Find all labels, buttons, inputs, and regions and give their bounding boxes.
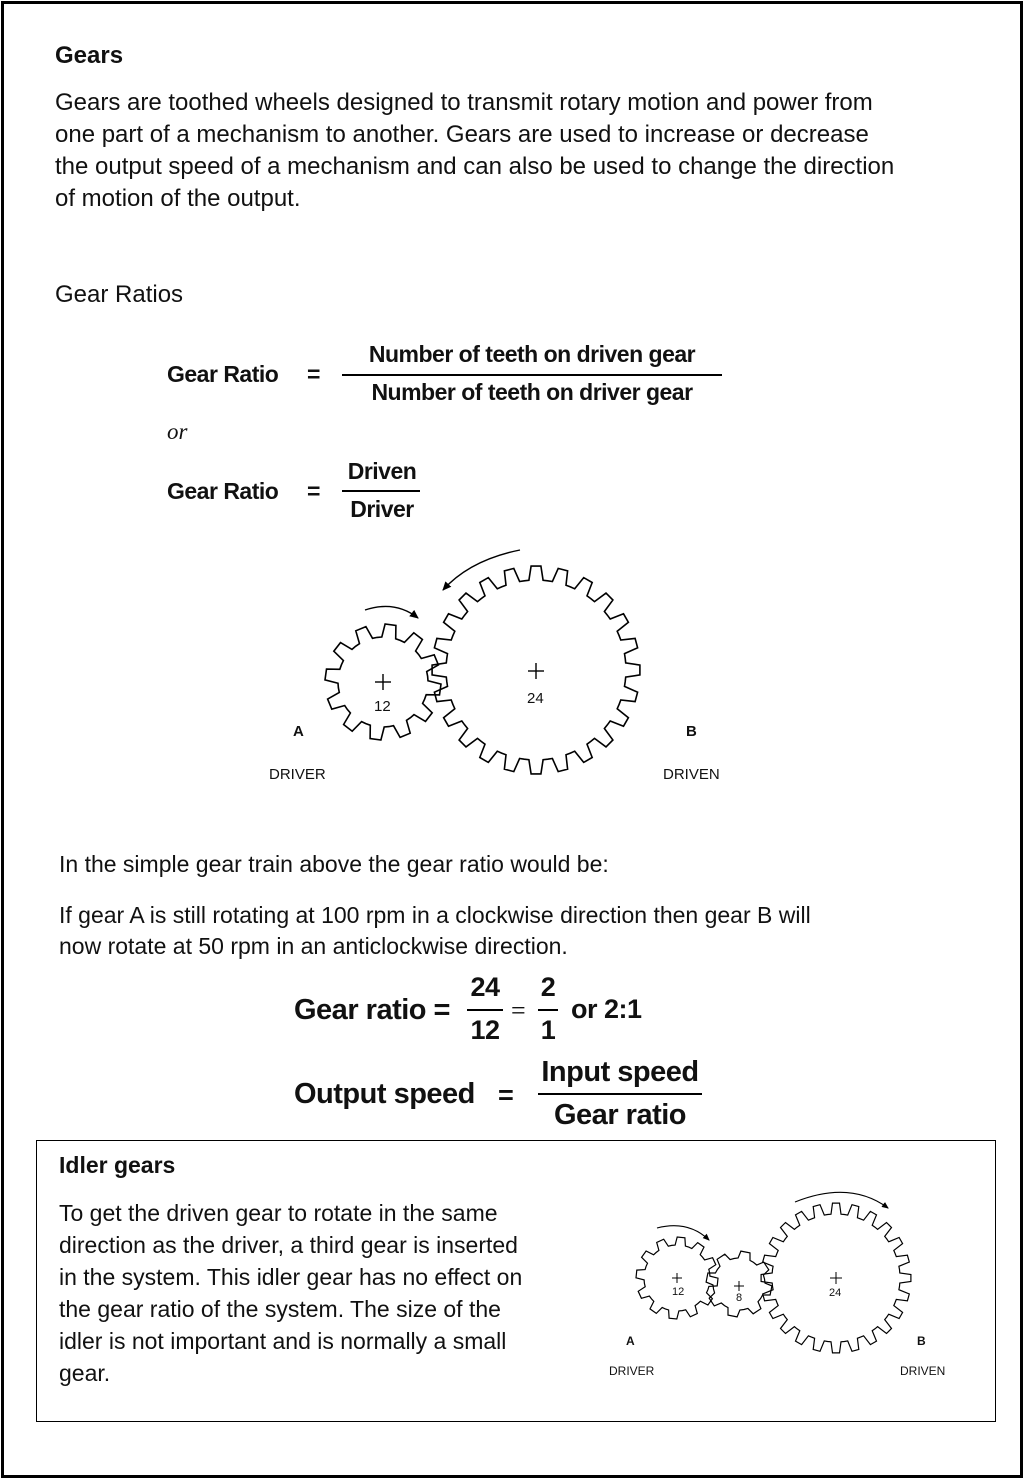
calc-num1: 24 — [470, 972, 500, 1002]
idler-driven-label: DRIVEN — [900, 1364, 946, 1378]
fraction-bar — [342, 374, 722, 376]
gear-a-letter: A — [293, 723, 304, 740]
fraction-bar — [538, 1009, 558, 1011]
idler-gear-a-teeth: 12 — [672, 1286, 685, 1298]
idler-title: Idler gears — [59, 1152, 176, 1178]
output-denominator: Gear ratio — [554, 1099, 686, 1131]
formula-equals: = — [307, 478, 320, 504]
idler-gear-b-letter: B — [917, 1334, 926, 1348]
formula-denominator: Driver — [350, 496, 414, 522]
calc-den2: 1 — [540, 1015, 556, 1045]
gear-a-teeth-label: 12 — [374, 698, 391, 715]
formula-lhs: Gear Ratio — [167, 361, 279, 387]
formula-equals: = — [307, 361, 320, 387]
idler-line: To get the driven gear to rotate in the same — [59, 1200, 498, 1226]
fraction-bar — [538, 1093, 702, 1095]
calc-equals: = — [511, 996, 526, 1025]
gear-b-letter: B — [686, 723, 697, 740]
idler-gear-train-diagram — [0, 1180, 1024, 1360]
gear-ratios-subtitle: Gear Ratios — [55, 281, 184, 308]
calc-suffix: or 2:1 — [571, 994, 642, 1024]
driven-label: DRIVEN — [663, 766, 720, 783]
fraction-bar — [467, 1009, 503, 1011]
idler-driver-label: DRIVER — [609, 1364, 655, 1378]
formula-lhs: Gear Ratio — [167, 478, 279, 504]
idler-gear-teeth: 8 — [736, 1292, 743, 1304]
intro-line: of motion of the output. — [55, 185, 301, 212]
driver-label: DRIVER — [269, 766, 326, 783]
calc-lhs: Gear ratio = — [294, 994, 450, 1026]
example-line: now rotate at 50 rpm in an anticlockwise direction. — [59, 933, 568, 959]
intro-line: Gears are toothed wheels designed to transmit rotary motion and power from — [55, 89, 873, 116]
example-paragraph — [59, 900, 811, 962]
idler-gear-b-teeth: 24 — [829, 1287, 842, 1299]
output-equals: = — [498, 1080, 514, 1110]
idler-line: the gear ratio of the system. The size of the — [59, 1296, 501, 1322]
calc-den1: 12 — [470, 1015, 500, 1045]
output-lhs: Output speed — [294, 1078, 475, 1110]
intro-paragraph — [55, 87, 995, 215]
output-numerator: Input speed — [541, 1056, 699, 1088]
gear-b-teeth-label: 24 — [527, 690, 544, 707]
idler-line: idler is not important and is normally a small — [59, 1328, 507, 1354]
center-mark-icon — [375, 663, 544, 690]
idler-line: in the system. This idler gear has no effect on — [59, 1264, 523, 1290]
fraction-bar — [342, 490, 420, 492]
formula-numerator: Driven — [347, 458, 417, 484]
clockwise-arrow-icon — [365, 606, 418, 618]
or-word: or — [167, 419, 188, 444]
intro-line: the output speed of a mechanism and can also be used to change the direction — [55, 153, 895, 180]
formula-denominator: Number of teeth on driver gear — [371, 379, 693, 405]
example-intro: In the simple gear train above the gear ratio would be: — [59, 851, 609, 877]
example-line: If gear A is still rotating at 100 rpm in a clockwise direction then gear B will — [59, 902, 811, 928]
idler-gear-a-letter: A — [626, 1334, 635, 1348]
calc-num2: 2 — [540, 972, 556, 1002]
intro-line: one part of a mechanism to another. Gears are used to increase or decrease — [55, 121, 869, 148]
center-mark-icon — [672, 1272, 842, 1291]
clockwise-arrow-icon — [795, 1192, 888, 1208]
section-title: Gears — [55, 42, 124, 69]
formula-numerator: Number of teeth on driven gear — [368, 341, 696, 367]
idler-line: gear. — [59, 1360, 111, 1386]
idler-line: direction as the driver, a third gear is inserted — [59, 1232, 518, 1258]
simple-gear-train-diagram — [0, 540, 1024, 800]
